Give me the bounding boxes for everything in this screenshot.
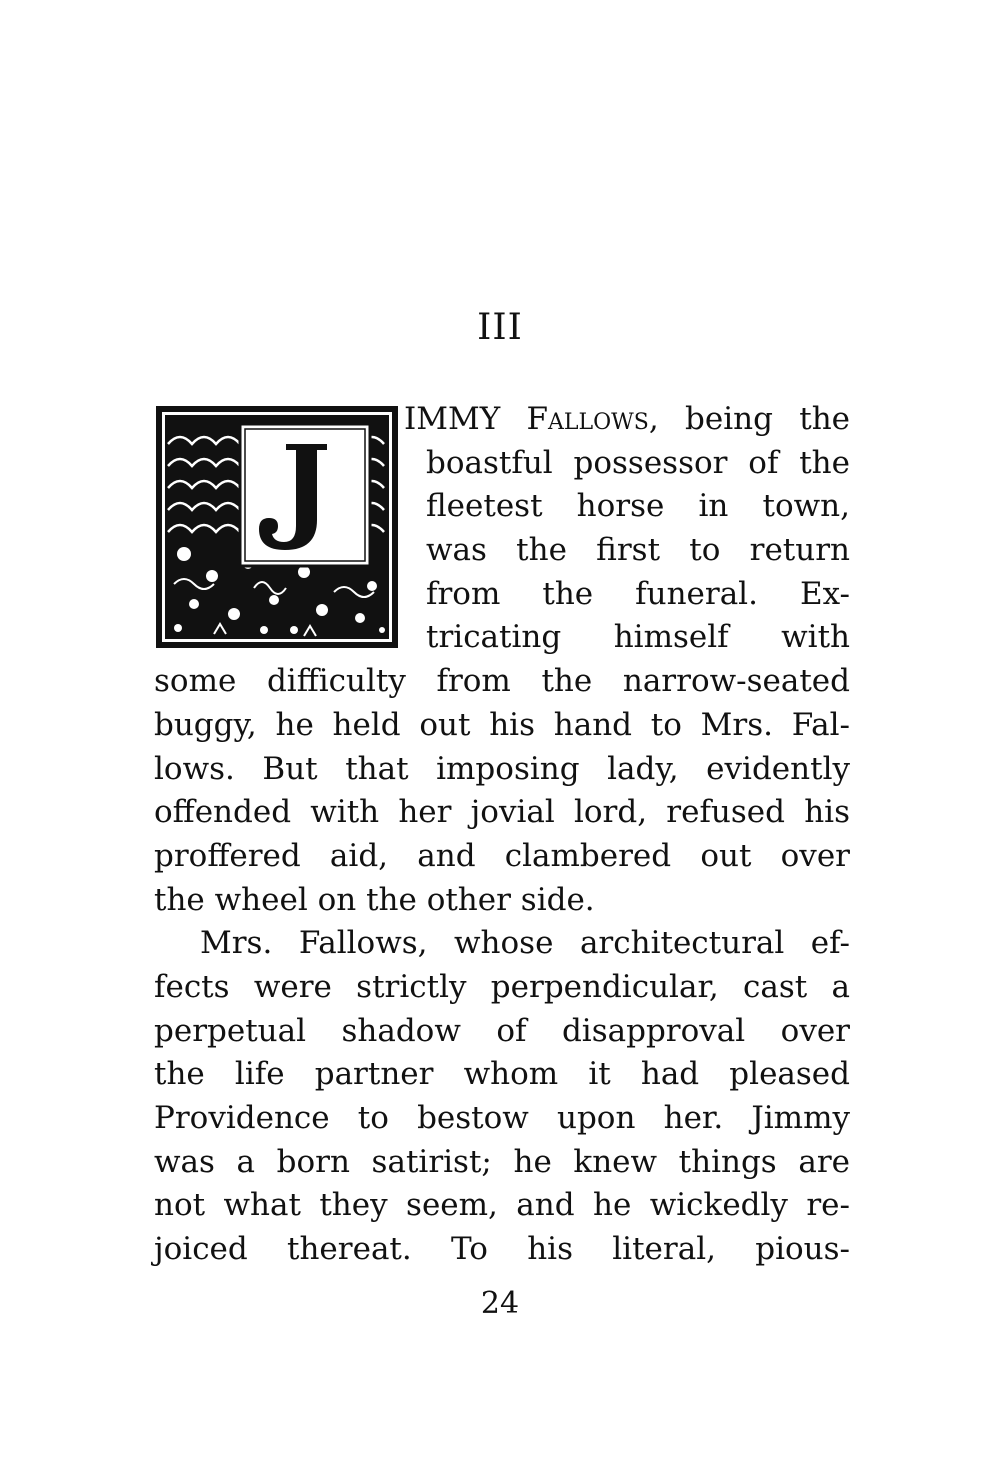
text-line: offended with her jovial lord, refused his	[154, 794, 850, 831]
text-line: fleetest horse in town,	[426, 488, 850, 525]
text-line: some difficulty from the narrow-seated	[154, 663, 850, 700]
text-line: lows. But that imposing lady, evidently	[154, 750, 850, 787]
text-line: buggy, he held out his hand to Mrs. Fal-	[154, 706, 850, 743]
line-rest: , being the	[648, 401, 850, 437]
text-line: the life partner whom it had pleased	[154, 1056, 850, 1093]
surname: Fallows	[526, 401, 649, 437]
text-line: perpetual shadow of disapproval over	[154, 1012, 850, 1049]
text-line: Providence to bestow upon her. Jimmy	[154, 1100, 850, 1136]
text-line: joiced thereat. To his literal, pious-	[154, 1231, 850, 1268]
text-line	[404, 398, 850, 442]
text-line: boastful possessor of the	[426, 444, 850, 481]
page-number: 24	[480, 1286, 520, 1321]
text-line: tricating himself with	[426, 619, 850, 656]
chapter-number: III	[477, 307, 523, 348]
opening-word: IMMY	[404, 401, 501, 437]
text-line: was a born satirist; he knew things are	[154, 1143, 850, 1180]
text-line: fects were strictly perpendicular, cast a	[154, 968, 850, 1005]
text-line: from the funeral. Ex-	[426, 575, 850, 612]
body-text	[154, 398, 850, 1272]
text-line: the wheel on the other side.	[154, 881, 595, 918]
text-line: proffered aid, and clambered out over	[154, 837, 850, 874]
text-line: not what they seem, and he wickedly re-	[154, 1187, 850, 1224]
text-line: was the first to return	[426, 532, 850, 569]
text-line: Mrs. Fallows, whose architectural ef-	[200, 925, 850, 962]
